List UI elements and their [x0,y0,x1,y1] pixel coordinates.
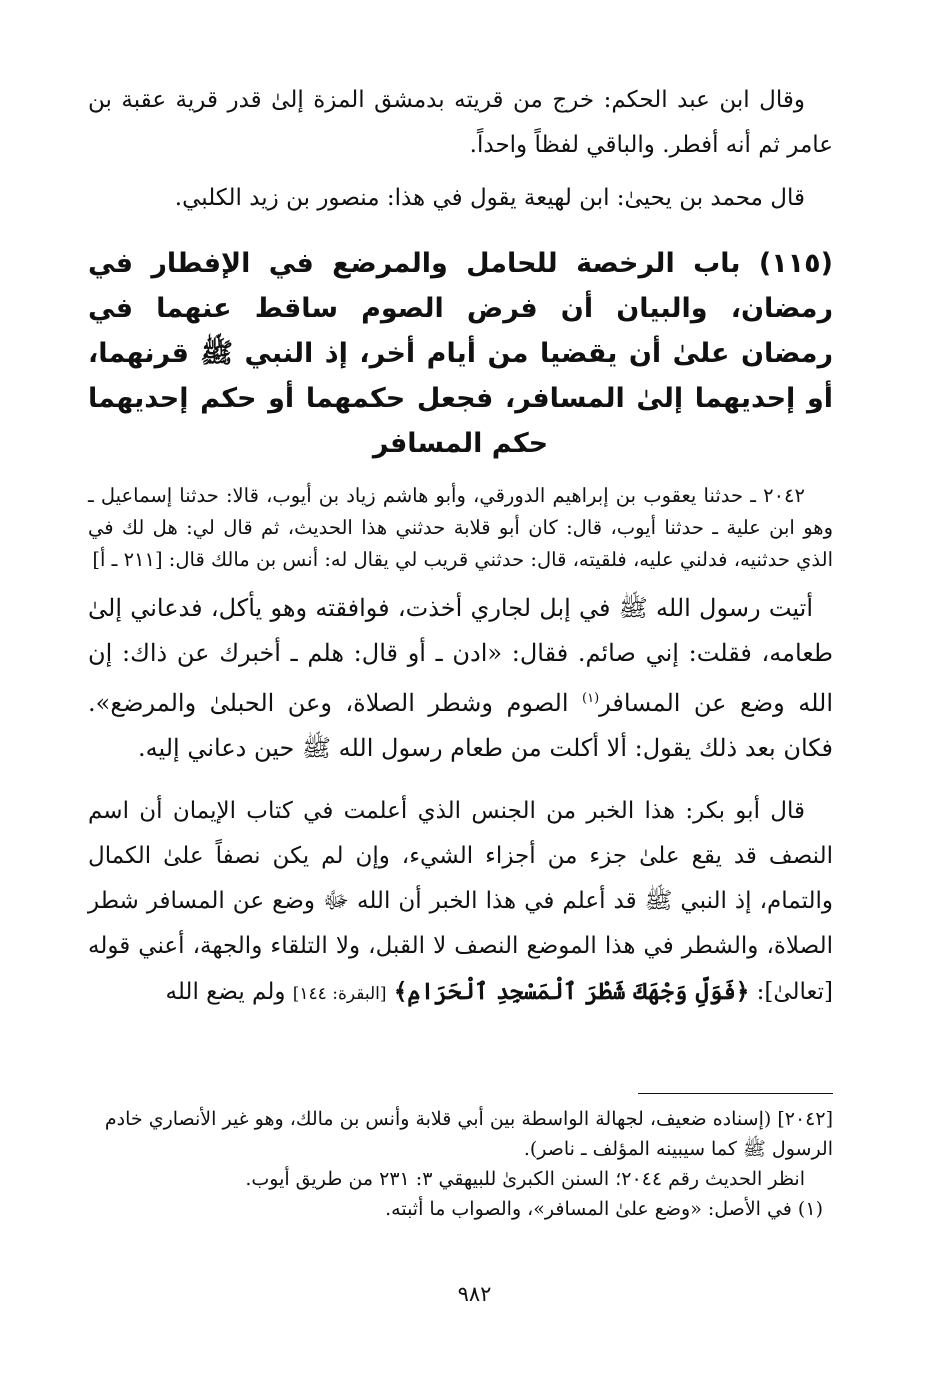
footnote-marker: (١) [582,691,600,706]
footnote-divider [638,1093,833,1094]
hadith-matn-end: الصوم وشطر الصلاة، وعن الحبلىٰ والمرضع». فكان بعد ذلك يقول: ألا أكلت من طعام رسول الله ﷺ حين دعاني إليه. [88,689,833,762]
commentary-tail: ولم يضع الله [165,979,293,1005]
footnote-hadith-open: ( [763,1108,772,1130]
footnote-1: (١) في الأصل: «وضع علىٰ المسافر»، والصواب ما أثبته. [385,1198,823,1220]
chapter-title: (١١٥) باب الرخصة للحامل والمرضع في الإفطار في رمضان، والبيان أن فرض الصوم ساقط عنهما في رمضان علىٰ أن يقضيا من أيام أخر، إذ النبي ﷺ قرنهما، أو إحديهما إلىٰ المسافر، فجعل حكمهما أو حكم إحديهما حكم المسافر [88,248,833,459]
intro-paragraph-2: قال محمد بن يحيىٰ: ابن لهيعة يقول في هذا: منصور بن زيد الكلبي. [174,185,805,211]
footnote-hadith [88,1104,833,1164]
quran-reference: [البقرة: ١٤٤] [292,984,387,1004]
page-number: ٩٨٢ [457,1282,492,1306]
intro-paragraph-1: وقال ابن عبد الحكم: خرج من قريته بدمشق المزة إلىٰ قدر قرية عقبة بن عامر ثم أنه أفطر. والباقي لفظاً واحداً. [88,87,833,158]
footnote-hadith-text: إسناده ضعيف، لجهالة الواسطة بين أبي قلابة وأنس بن مالك، وهو غير الأنصاري خادم الرسول ﷺ كما سيبينه المؤلف ـ ناصر). [104,1108,833,1160]
page-body [88,78,833,1017]
commentary-paragraph [88,789,833,1017]
footnotes [88,1104,833,1224]
commentary-text: قال أبو بكر: هذا الخبر من الجنس الذي أعلمت في كتاب الإيمان أن اسم النصف قد يقع علىٰ جزء من أجزاء الشيء، وإن لم يكن نصفاً علىٰ الكمال والتمام، إذ النبي ﷺ قد أعلم في هذا الخبر أن الله ﷻ وضع عن المسافر شطر الصلاة، والشطر في هذا الموضع النصف لا القبل، ولا التلقاء والجهة، أعني قوله [تعالىٰ]: [88,798,833,1005]
hadith-matn [88,586,833,771]
hadith-isnad: ٢٠٤٢ ـ حدثنا يعقوب بن إبراهيم الدورقي، وأبو هاشم زياد بن أيوب، قالا: حدثنا إسماعيل ـ وهو ابن علية ـ حدثنا أيوب، قال: كان أبو قلابة حدثني هذا الحديث، ثم قال لي: هل لك في الذي حدثنيه، فدلني عليه، فلقيته، قال: حدثني قريب لي يقال له: أنس بن مالك قال: [٢١١ ـ أ] [88,484,833,571]
quran-verse: ﴿فَوَلِّ وَجْهَكَ شَطْرَ ٱلْمَسْجِدِ ٱلْحَرَامِ﴾ [393,978,750,1005]
footnote-reference: انظر الحديث رقم ٢٠٤٤؛ السنن الكبرىٰ للبيهقي ٣: ٢٣١ من طريق أيوب. [245,1168,805,1190]
hadith-matn-start: أتيت رسول الله ﷺ في إبل لجاري أخذت، فوافقته وهو يأكل، فدعاني إلىٰ طعامه، فقلت: إني صائم. فقال: «ادن ـ أو قال: هلم ـ أخبرك عن ذاك: إن الله وضع عن المسافر [88,594,833,717]
footnote-hadith-label: [٢٠٤٢] [777,1108,833,1130]
